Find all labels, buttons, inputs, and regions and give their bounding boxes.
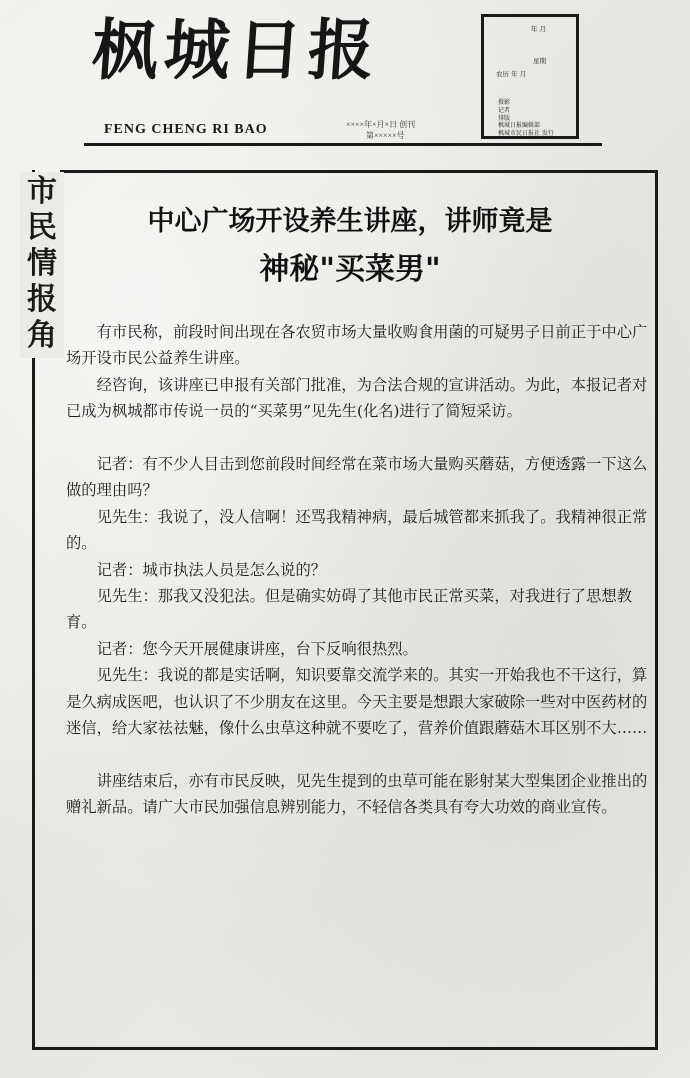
credit-editorial: 枫城日报编辑部 bbox=[498, 122, 541, 130]
issue-info bbox=[346, 119, 466, 141]
article-frame-top bbox=[60, 170, 658, 173]
article-paragraph: 经咨询，该讲座已申报有关部门批准，为合法合规的宣讲活动。为此，本报记者对已成为枫城都市传说一员的“买菜男”见先生(化名)进行了简短采访。 bbox=[66, 375, 648, 421]
newspaper-subtitle: FENG CHENG RI BAO bbox=[104, 122, 268, 137]
info-weekday: 星期 bbox=[533, 57, 546, 65]
info-credits bbox=[498, 99, 554, 138]
headline-line-2: 神秘"买菜男" bbox=[259, 252, 441, 287]
article-paragraph: 记者：有不少人目击到您前段时间经常在菜市场大量购买蘑菇，方便透露一下这么做的理由吗？ bbox=[66, 455, 648, 500]
issue-number: 第×××××号 bbox=[366, 131, 405, 141]
article-body bbox=[66, 319, 656, 821]
masthead-rule bbox=[84, 143, 602, 146]
article-paragraph: 记者：城市执法人员是怎么说的？ bbox=[96, 560, 327, 579]
article-headline bbox=[80, 198, 620, 294]
newspaper-title: 枫城日报 bbox=[89, 12, 383, 89]
founding-date: ××××年×月×日 创刊 bbox=[346, 120, 416, 129]
info-date: 年 月 bbox=[530, 25, 546, 33]
date-info-box bbox=[481, 14, 579, 139]
info-lunar: 农历 年 月 bbox=[496, 70, 527, 78]
article-paragraph: 见先生：我说了，没人信啊！还骂我精神病，最后城管都来抓我了。我精神很正常的。 bbox=[66, 507, 648, 553]
article-paragraph: 见先生：我说的都是实话啊，知识要靠交流学来的。其实一开始我也不干这行，算是久病成医吧，也认识了不少朋友在这里。今天主要是想跟大家破除一些对中医药材的迷信，给大家祛祛魅，像什么虫草这种就不要吃了，营养价值跟蘑菇木耳区别不大…… bbox=[66, 666, 648, 738]
section-label-char: 情 bbox=[27, 246, 57, 281]
section-label-char: 市 bbox=[27, 174, 57, 209]
article-paragraph: 记者：您今天开展健康讲座，台下反响很热烈。 bbox=[96, 639, 418, 658]
section-label bbox=[20, 172, 64, 358]
credit-photo: 摄影 bbox=[498, 99, 511, 106]
article-paragraph: 讲座结束后，亦有市民反映，见先生提到的虫草可能在影射某大型集团企业推出的赠礼新品。请广大市民加强信息辨别能力，不轻信各类具有夸大功效的商业宣传。 bbox=[66, 771, 648, 817]
article-paragraph: 见先生：那我又没犯法。但是确实妨碍了其他市民正常买菜，对我进行了思想教育。 bbox=[66, 587, 632, 632]
section-label-char: 报 bbox=[27, 282, 57, 317]
credit-layout: 排版 bbox=[498, 114, 511, 122]
credit-reporter: 记者 bbox=[498, 106, 511, 114]
headline-line-1: 中心广场开设养生讲座，讲师竟是 bbox=[147, 206, 553, 237]
article-paragraph: 有市民称，前段时间出现在各农贸市场大量收购食用菌的可疑男子日前正于中心广场开设市民公益养生讲座。 bbox=[66, 323, 648, 368]
section-label-char: 角 bbox=[27, 318, 57, 353]
section-label-char: 民 bbox=[27, 210, 57, 245]
credit-publisher: 枫城市民日报社 发行 bbox=[498, 130, 554, 138]
